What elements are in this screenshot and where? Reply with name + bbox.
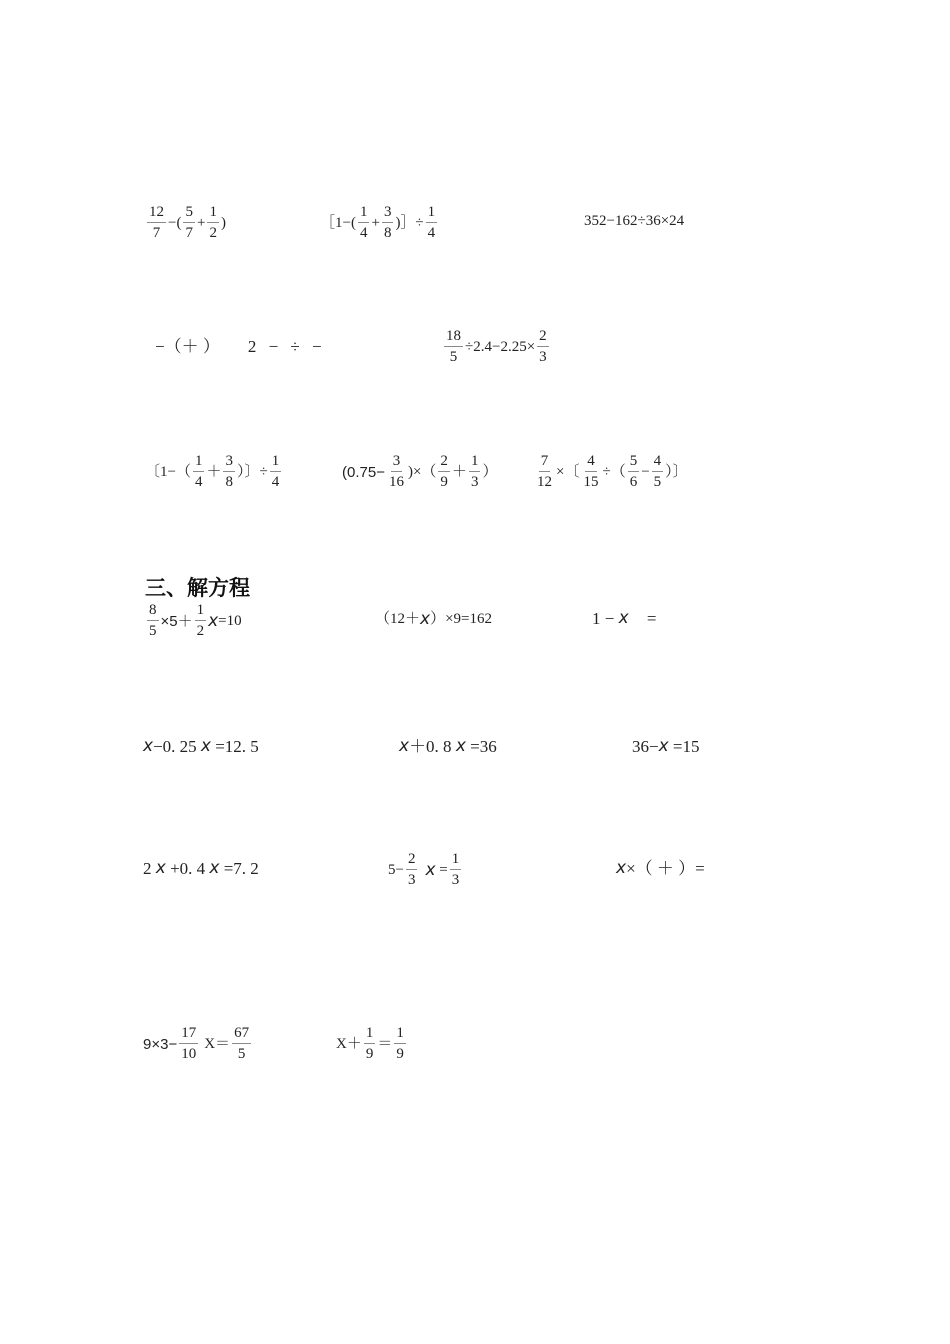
- variable-x: x: [209, 858, 220, 878]
- fraction: $\frac{67}{5}$: [234, 1025, 250, 1062]
- operator-text: X＋: [336, 1035, 362, 1052]
- operator-text: 2 − ÷ −: [247, 337, 322, 356]
- expression-r3-b: [342, 454, 497, 490]
- operator-text: ): [220, 214, 226, 231]
- operator-text: 1 −: [592, 609, 619, 628]
- fraction: $\frac{1}{4}$: [194, 453, 203, 490]
- fraction: $\frac{2}{9}$: [440, 453, 448, 490]
- operator-text: =: [435, 861, 448, 878]
- equation-3-a: [143, 860, 259, 877]
- variable-x: x: [200, 736, 211, 756]
- operator-text: ）: [482, 463, 498, 480]
- operator-text: ×5＋: [160, 612, 193, 630]
- operator-text: 5−: [388, 861, 404, 878]
- operator-text: =7. 2: [219, 859, 259, 878]
- operator-text: 36−: [632, 737, 659, 756]
- variable-x: x: [143, 736, 154, 756]
- fraction: $\frac{3}{8}$: [383, 204, 392, 241]
- operator-text: +: [371, 214, 380, 231]
- operator-text: =15: [668, 737, 700, 756]
- operator-text: ÷（: [602, 463, 626, 480]
- operator-text: （12＋: [375, 611, 421, 627]
- operator-text: =12. 5: [210, 737, 259, 756]
- fraction: $\frac{8}{5}$: [149, 602, 157, 639]
- equation-2-a: [143, 738, 259, 755]
- operator-text: =: [642, 609, 657, 628]
- expression-r2-a: [155, 338, 322, 355]
- fraction: $\frac{1}{2}$: [196, 602, 205, 639]
- expression-r1-a: [145, 205, 226, 241]
- fraction: $\frac{1}{9}$: [396, 1025, 404, 1062]
- fraction: $\frac{3}{16}$: [388, 453, 404, 490]
- expression-r3-a: [145, 454, 283, 490]
- operator-text: (0.75−: [342, 463, 385, 481]
- variable-x: x: [208, 610, 219, 631]
- variable-x: x: [425, 859, 436, 880]
- operator-text: 2: [143, 859, 156, 878]
- operator-text: ×〔: [556, 463, 580, 480]
- operator-text: ＋: [206, 463, 222, 480]
- operator-text: ×（ ＋ ）=: [626, 859, 705, 878]
- operator-text: ＋: [451, 463, 467, 480]
- equation-1-c: [592, 610, 657, 627]
- operator-text: ）〕: [665, 463, 688, 480]
- variable-x: x: [399, 736, 410, 756]
- fraction: $\frac{4}{5}$: [653, 453, 662, 490]
- operator-text: )］÷: [395, 214, 424, 231]
- operator-text: −(: [168, 214, 182, 231]
- equation-2-b: [399, 738, 497, 755]
- equation-4-b: [336, 1026, 408, 1062]
- operator-text: 〔1−（: [145, 463, 191, 480]
- expression-r2-b: [442, 329, 551, 365]
- fraction: $\frac{1}{3}$: [470, 453, 479, 490]
- equation-2-c: [632, 738, 700, 755]
- variable-x: x: [455, 736, 466, 756]
- variable-x: x: [420, 609, 431, 629]
- equation-3-b: [388, 852, 463, 888]
- operator-text: ［1−(: [320, 214, 356, 231]
- fraction: $\frac{2}{3}$: [539, 328, 547, 365]
- fraction: $\frac{1}{4}$: [271, 453, 280, 490]
- fraction: $\frac{5}{7}$: [185, 204, 193, 241]
- fraction: $\frac{3}{8}$: [225, 453, 233, 490]
- variable-x: x: [155, 858, 166, 878]
- expression-r3-c: [533, 454, 688, 490]
- fraction: $\frac{1}{4}$: [359, 204, 368, 241]
- fraction: $\frac{1}{2}$: [209, 204, 217, 241]
- variable-x: x: [616, 858, 627, 878]
- fraction: $\frac{1}{3}$: [451, 851, 460, 888]
- operator-text: −0. 25: [153, 737, 201, 756]
- equation-1-a: [145, 603, 242, 639]
- fraction: $\frac{1}{9}$: [365, 1025, 374, 1062]
- operator-text: 9×3−: [143, 1035, 178, 1053]
- operator-text: =36: [465, 737, 497, 756]
- variable-x: x: [618, 608, 629, 628]
- operator-text: −（＋ ）: [155, 337, 220, 356]
- fraction: $\frac{12}{7}$: [149, 204, 164, 241]
- operator-text: ＝: [377, 1035, 393, 1052]
- expression-r1-c: [584, 214, 684, 229]
- operator-text: 352−162÷36×24: [584, 213, 685, 229]
- fraction: $\frac{17}{10}$: [181, 1025, 197, 1062]
- fraction: $\frac{7}{12}$: [537, 453, 552, 490]
- equation-3-c: [616, 860, 705, 877]
- fraction: $\frac{4}{15}$: [583, 453, 599, 490]
- fraction: $\frac{18}{5}$: [446, 328, 461, 365]
- equation-4-a: [143, 1026, 253, 1062]
- operator-text: =10: [218, 612, 242, 629]
- expression-r1-b: [320, 205, 439, 241]
- operator-text: )×（: [407, 463, 437, 480]
- operator-text: +0. 4: [165, 859, 210, 878]
- section-heading: 三、解方程: [145, 576, 250, 600]
- fraction: $\frac{1}{4}$: [427, 204, 436, 241]
- operator-text: ＋0. 8: [409, 737, 456, 756]
- variable-x: x: [658, 736, 669, 756]
- operator-text: −: [641, 463, 650, 480]
- fraction: $\frac{2}{3}$: [407, 851, 416, 888]
- operator-text: +: [196, 214, 206, 231]
- operator-text: ÷2.4−2.25×: [465, 338, 536, 355]
- equation-1-b: [375, 611, 492, 628]
- fraction: $\frac{5}{6}$: [629, 453, 638, 490]
- operator-text: X＝: [204, 1035, 231, 1052]
- operator-text: ）〕÷: [236, 463, 268, 480]
- operator-text: ）×9=162: [430, 611, 492, 627]
